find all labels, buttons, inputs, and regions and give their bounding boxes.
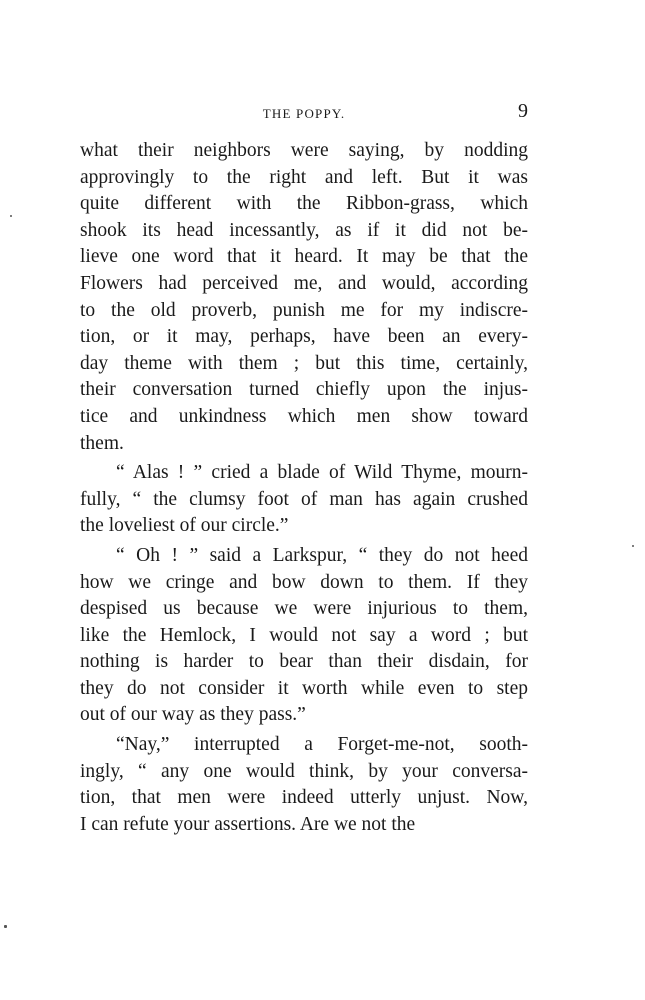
text-line: tice and unkindness which men show toward bbox=[80, 405, 528, 427]
text-line: Flowers had perceived me, and would, according bbox=[80, 272, 528, 294]
text-line: what their neighbors were saying, by nodding bbox=[80, 140, 528, 161]
scan-speck bbox=[10, 215, 12, 217]
text-line: approvingly to the right and left. But it was bbox=[80, 166, 528, 188]
text-line: despised us because we were injurious to them, bbox=[80, 598, 528, 620]
page-number: 9 bbox=[518, 100, 528, 122]
text-line: like the Hemlock, I would not say a word ; but bbox=[80, 624, 528, 646]
text-line: tion, or it may, perhaps, have been an every- bbox=[80, 326, 528, 348]
scan-speck bbox=[4, 925, 7, 928]
text-line: “ Oh ! ” said a Larkspur, “ they do not heed bbox=[116, 544, 528, 566]
running-head bbox=[80, 100, 528, 130]
scan-speck bbox=[632, 545, 634, 547]
text-line: I can refute your assertions. Are we not the bbox=[80, 813, 416, 835]
text-line: how we cringe and bow down to them. If they bbox=[80, 571, 528, 593]
text-line: ingly, “ any one would think, by your conversa- bbox=[80, 760, 528, 782]
text-line: lieve one word that it heard. It may be that the bbox=[80, 246, 528, 268]
text-line: to the old proverb, punish me for my indiscre- bbox=[80, 299, 528, 321]
text-line: out of our way as they pass.” bbox=[80, 704, 306, 726]
paragraph bbox=[80, 732, 528, 838]
text-line: “ Alas ! ” cried a blade of Wild Thyme, mourn- bbox=[116, 462, 528, 484]
text-line: quite different with the Ribbon-grass, which bbox=[80, 193, 528, 215]
paragraph bbox=[80, 138, 528, 457]
paragraph bbox=[80, 460, 528, 540]
text-line: “Nay,” interrupted a Forget-me-not, sooth- bbox=[116, 734, 528, 756]
body-text bbox=[80, 138, 528, 838]
paragraph bbox=[80, 543, 528, 729]
text-line: them. bbox=[80, 432, 124, 454]
text-line: their conversation turned chiefly upon the injus- bbox=[80, 379, 528, 401]
text-line: they do not consider it worth while even to step bbox=[80, 677, 528, 699]
text-line: nothing is harder to bear than their disdain, for bbox=[80, 651, 528, 673]
chapter-title: THE POPPY. bbox=[262, 106, 346, 121]
text-line: tion, that men were indeed utterly unjust. Now, bbox=[80, 787, 528, 809]
text-line: fully, “ the clumsy foot of man has again crushed bbox=[80, 488, 528, 510]
text-line: shook its head incessantly, as if it did not be- bbox=[80, 219, 528, 241]
text-line: the loveliest of our circle.” bbox=[80, 515, 289, 537]
text-line: day theme with them ; but this time, certainly, bbox=[80, 352, 528, 374]
